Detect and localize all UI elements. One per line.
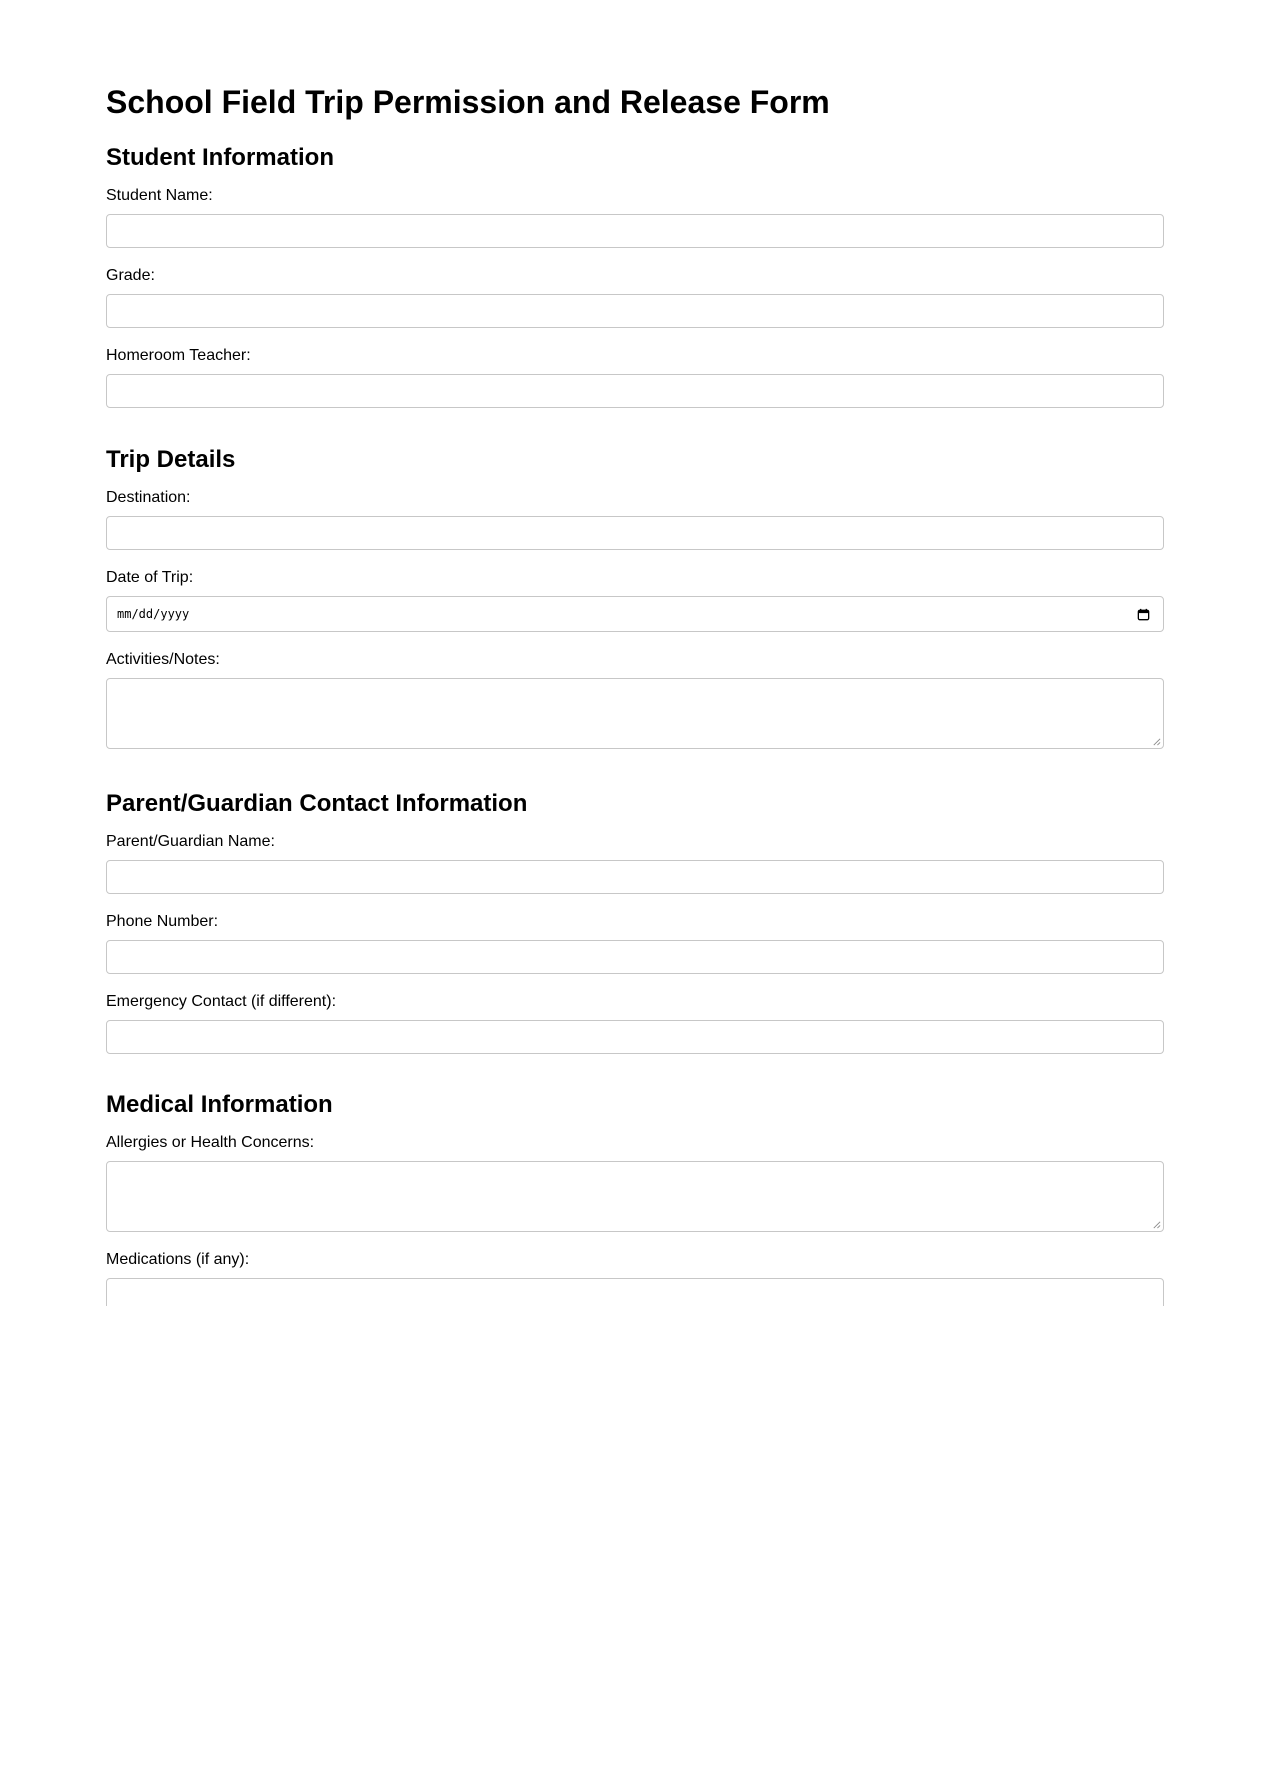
emergency-contact-input[interactable] [106, 1020, 1164, 1054]
trip-details-heading: Trip Details [106, 446, 236, 473]
medical-information-heading: Medical Information [106, 1091, 333, 1118]
activities-notes-label: Activities/Notes: [106, 651, 220, 668]
date-placeholder: mm/dd/yyyy [117, 607, 190, 621]
student-name-label: Student Name: [106, 187, 213, 204]
homeroom-teacher-label: Homeroom Teacher: [106, 347, 251, 364]
parent-guardian-heading: Parent/Guardian Contact Information [106, 790, 528, 817]
grade-label: Grade: [106, 267, 155, 284]
parent-guardian-name-input[interactable] [106, 860, 1164, 894]
emergency-contact-label: Emergency Contact (if different): [106, 993, 337, 1010]
page-title: School Field Trip Permission and Release Form [106, 84, 830, 120]
phone-number-label: Phone Number: [106, 913, 219, 930]
parent-guardian-name-label: Parent/Guardian Name: [106, 833, 275, 850]
homeroom-teacher-input[interactable] [106, 374, 1164, 408]
allergies-textarea[interactable] [106, 1161, 1164, 1232]
phone-number-input[interactable] [106, 940, 1164, 974]
activities-notes-textarea[interactable] [106, 678, 1164, 749]
allergies-label: Allergies or Health Concerns: [106, 1134, 315, 1151]
date-of-trip-input[interactable] [106, 596, 1164, 632]
medications-textarea[interactable] [106, 1278, 1164, 1306]
parent-guardian-section [106, 787, 1164, 1071]
trip-details-section [106, 443, 1164, 766]
student-information-section [106, 141, 1164, 425]
calendar-icon[interactable] [1136, 607, 1151, 622]
resize-grip-icon[interactable] [1152, 1220, 1161, 1229]
medical-information-section [106, 1088, 1164, 1306]
student-name-input[interactable] [106, 214, 1164, 248]
student-information-heading: Student Information [106, 144, 334, 171]
resize-grip-icon[interactable] [1152, 737, 1161, 746]
form-page [106, 0, 1164, 1306]
date-of-trip-label: Date of Trip: [106, 569, 194, 586]
destination-label: Destination: [106, 489, 191, 506]
grade-input[interactable] [106, 294, 1164, 328]
destination-input[interactable] [106, 516, 1164, 550]
medications-label: Medications (if any): [106, 1251, 250, 1268]
